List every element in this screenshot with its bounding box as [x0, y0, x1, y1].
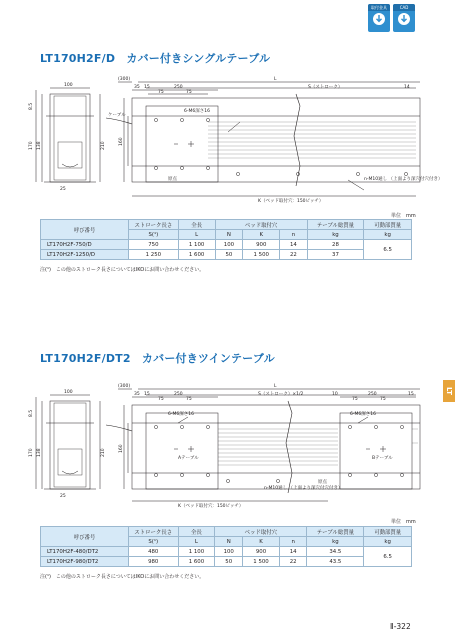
header-K: K	[243, 230, 280, 240]
cell-length: 1 100	[178, 547, 215, 557]
dim-label: 35	[134, 392, 140, 397]
dim-label: 8.5	[29, 409, 34, 417]
dim-label: 75	[158, 397, 164, 402]
dim-label: 75	[158, 90, 164, 95]
header-load: 可動部質量	[364, 527, 412, 537]
dim-label: L	[274, 77, 277, 82]
cell-N: 50	[215, 250, 243, 260]
cell-n: 22	[280, 250, 307, 260]
cell-K: 900	[243, 547, 280, 557]
dim-label: 25	[60, 187, 66, 192]
cell-N: 50	[215, 557, 243, 567]
callout-label: ケーブル	[108, 113, 126, 118]
dim-label: 170	[29, 448, 34, 457]
dim-label: 75	[186, 90, 192, 95]
cell-K: 1 500	[243, 557, 280, 567]
table-row	[41, 547, 412, 557]
dim-label: 160	[119, 137, 124, 146]
callout-label: 6-M6深さ16	[350, 412, 376, 417]
cell-model: LT170H2F-750/D	[41, 240, 129, 250]
section2-title: LT170H2F/DT2 カバー付きツインテーブル	[40, 352, 275, 365]
dim-label: 100	[64, 83, 73, 88]
table-row	[41, 240, 412, 250]
cad-download-badge[interactable]	[393, 4, 415, 32]
dim-label: 15	[408, 392, 414, 397]
dim-label: 138	[37, 448, 42, 457]
dim-label: 75	[186, 397, 192, 402]
header-N: N	[215, 230, 243, 240]
dim-label: 250	[368, 392, 377, 397]
cell-model: LT170H2F-480/DT2	[41, 547, 129, 557]
dim-label: 14	[404, 85, 410, 90]
cell-stroke: 980	[128, 557, 178, 567]
cell-length: 1 100	[178, 240, 215, 250]
cell-N: 100	[215, 240, 243, 250]
section1-note: 注(¹) この他のストローク長さについてはIKOにお問い合わせください。	[40, 267, 205, 273]
mounting-download-badge[interactable]	[368, 4, 390, 32]
download-icon	[372, 12, 386, 26]
dim-label: 250	[174, 85, 183, 90]
dim-label: 25	[60, 494, 66, 499]
dim-label: 15	[144, 392, 150, 397]
dim-label: 210	[101, 448, 106, 457]
dim-label: (300)	[118, 77, 131, 82]
callout-label: n-M10通し （上面より深穴付穴付き）	[364, 177, 443, 182]
cell-load: 6.5	[364, 547, 412, 567]
cad-download-icon	[397, 12, 411, 26]
callout-label: 6-M6深さ16	[184, 109, 210, 114]
section2-spec-table	[40, 526, 412, 567]
cell-K: 900	[243, 240, 280, 250]
cell-mass: 43.5	[307, 557, 364, 567]
header-stroke: ストローク長さ	[129, 220, 179, 230]
header-mass-unit: kg	[307, 230, 364, 240]
callout-label: n-M10通し （上面より深穴付穴付き）	[264, 486, 343, 491]
unit-label: 単位 mm	[391, 519, 416, 525]
cell-stroke: 750	[129, 240, 179, 250]
dim-label: 100	[64, 390, 73, 395]
page-number: Ⅱ-322	[390, 622, 411, 631]
header-load-unit: kg	[364, 230, 412, 240]
header-length: 全長	[178, 527, 215, 537]
cell-length: 1 600	[178, 557, 215, 567]
section2-note: 注(¹) この他のストローク長さについてはIKOにお問い合わせください。	[40, 574, 205, 580]
dim-label: L	[274, 384, 277, 389]
callout-label: 6-M6深さ16	[168, 412, 194, 417]
cell-mass: 28	[307, 240, 364, 250]
table-a-label: Aテーブル	[178, 456, 199, 461]
header-mass: テーブル総質量	[307, 220, 364, 230]
badge-label: 取付金具	[368, 4, 390, 11]
dim-label: 75	[352, 397, 358, 402]
header-bed: ベッド取付穴	[215, 220, 307, 230]
cell-model: LT170H2F-980/DT2	[41, 557, 129, 567]
section1-drawing	[28, 76, 443, 206]
header-n: n	[279, 537, 306, 547]
cell-n: 14	[279, 547, 306, 557]
header-mass-unit: kg	[307, 537, 364, 547]
dim-label: (300)	[118, 384, 131, 389]
header-stroke: ストローク長さ	[128, 527, 178, 537]
header-length-symbol: L	[178, 537, 215, 547]
header-K: K	[243, 537, 280, 547]
dim-label: 15	[144, 85, 150, 90]
cell-model: LT170H2F-1250/D	[41, 250, 129, 260]
section2-drawing	[28, 383, 428, 511]
header-stroke-symbol: S(¹)	[129, 230, 179, 240]
header-model: 呼び番号	[41, 220, 129, 240]
callout-label: 原点	[318, 480, 327, 485]
dim-label: 210	[101, 141, 106, 150]
dim-label: S（ストローク）	[308, 85, 343, 90]
header-length: 全長	[178, 220, 215, 230]
dim-label: 75	[380, 397, 386, 402]
section1-title: LT170H2F/D カバー付きシングルテーブル	[40, 52, 271, 65]
cell-n: 22	[279, 557, 306, 567]
cell-n: 14	[280, 240, 307, 250]
cell-N: 100	[215, 547, 243, 557]
header-load: 可動部質量	[364, 220, 412, 230]
dim-label: 160	[119, 444, 124, 453]
table-b-label: Bテーブル	[372, 456, 393, 461]
side-index-tab[interactable]: LT	[443, 380, 455, 402]
dim-label: 35	[134, 85, 140, 90]
unit-label: 単位 mm	[391, 213, 416, 219]
callout-label: 原点	[168, 177, 177, 182]
badge-label: CAD	[393, 4, 415, 11]
dim-label: 138	[37, 141, 42, 150]
table-row	[41, 557, 412, 567]
dim-label: 170	[29, 141, 34, 150]
cell-mass: 34.5	[307, 547, 364, 557]
cell-stroke: 1 250	[129, 250, 179, 260]
dim-label: S（ストローク）×1/2	[258, 392, 304, 397]
dim-label: 10	[332, 392, 338, 397]
cell-K: 1 500	[243, 250, 280, 260]
cell-mass: 37	[307, 250, 364, 260]
header-n: n	[280, 230, 307, 240]
cell-length: 1 600	[178, 250, 215, 260]
dim-label: K（ベッド取付穴：150ピッチ）	[258, 199, 324, 204]
cell-load: 6.5	[364, 240, 412, 260]
header-mass: テーブル総質量	[307, 527, 364, 537]
header-N: N	[215, 537, 243, 547]
dim-label: 8.5	[29, 102, 34, 110]
dim-label: 250	[174, 392, 183, 397]
header-bed: ベッド取付穴	[215, 527, 307, 537]
section1-spec-table	[40, 219, 412, 260]
cell-stroke: 480	[128, 547, 178, 557]
table-row	[41, 250, 412, 260]
header-stroke-symbol: S(¹)	[128, 537, 178, 547]
header-length-symbol: L	[178, 230, 215, 240]
header-model: 呼び番号	[41, 527, 129, 547]
dim-label: K（ベッド取付穴：150ピッチ）	[178, 504, 244, 509]
header-load-unit: kg	[364, 537, 412, 547]
